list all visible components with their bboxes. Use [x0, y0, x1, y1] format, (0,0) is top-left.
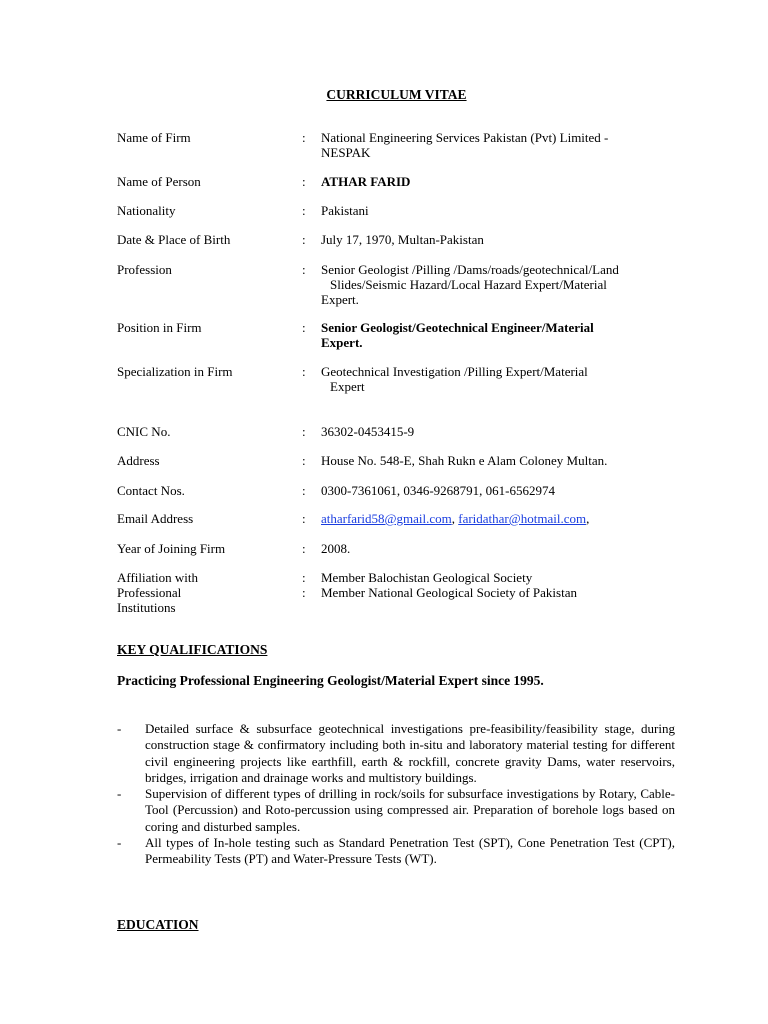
- profession-value-line2: Slides/Seismic Hazard/Local Hazard Expert/Material: [330, 277, 607, 292]
- birth-separator: :: [302, 232, 306, 247]
- bullet-dash: -: [117, 721, 122, 736]
- specialization-label: Specialization in Firm: [117, 364, 233, 379]
- profession-value: [321, 262, 681, 307]
- birth-label: Date & Place of Birth: [117, 232, 231, 247]
- position-value: [321, 320, 681, 350]
- address-label: Address: [117, 453, 160, 468]
- joining-label: Year of Joining Firm: [117, 541, 226, 556]
- specialization-separator: :: [302, 364, 306, 379]
- affiliation-separator-2: :: [302, 585, 306, 600]
- email-link-hotmail[interactable]: faridathar@hotmail.com: [458, 511, 587, 526]
- profession-value-line3: Expert.: [321, 292, 359, 307]
- email-link-gmail[interactable]: atharfarid58@gmail.com: [321, 511, 452, 526]
- contact-label: Contact Nos.: [117, 483, 185, 498]
- firm-separator: :: [302, 130, 306, 145]
- email-comma: ,: [451, 511, 459, 526]
- person-separator: :: [302, 174, 306, 189]
- bullet-dash: -: [117, 786, 122, 802]
- firm-label: Name of Firm: [117, 130, 191, 145]
- list-item-text: Supervision of different types of drilling in rock/soils for subsurface investigations by Rotary, Cable-Tool (Percussion) and Roto-percussion using compressed air. Preparation of borehole logs based on coring and disturbed samples.: [145, 786, 675, 834]
- nationality-separator: :: [302, 203, 306, 218]
- person-label: Name of Person: [117, 174, 201, 189]
- cnic-separator: :: [302, 424, 306, 439]
- education-heading: EDUCATION: [117, 917, 199, 932]
- email-value: [321, 511, 681, 526]
- person-value: ATHAR FARID: [321, 174, 411, 189]
- affiliation-label-line3: Institutions: [117, 600, 176, 615]
- cnic-value: 36302-0453415-9: [321, 424, 415, 439]
- bullet-dash: -: [117, 835, 122, 851]
- list-item: [117, 835, 675, 868]
- affiliation-label-line2: Professional: [117, 585, 182, 600]
- position-label: Position in Firm: [117, 320, 202, 335]
- specialization-value: [321, 364, 681, 394]
- specialization-value-line2: Expert: [330, 379, 365, 394]
- qualification-statement: Practicing Professional Engineering Geologist/Material Expert since 1995.: [117, 673, 544, 688]
- profession-label: Profession: [117, 262, 172, 277]
- list-item-text: All types of In-hole testing such as Standard Penetration Test (SPT), Cone Penetration Test (CPT), Permeability Tests (PT) and Water-Pressure Tests (WT).: [145, 835, 675, 867]
- position-value-line1: Senior Geologist/Geotechnical Engineer/Material: [321, 320, 594, 335]
- specialization-value-line1: Geotechnical Investigation /Pilling Expert/Material: [321, 364, 588, 379]
- affiliation-value-2: Member National Geological Society of Pakistan: [321, 585, 577, 600]
- list-item-text: Detailed surface & subsurface geotechnical investigations pre-feasibility/feasibility stage, during construction stage & confirmatory including both in-situ and laboratory material testing for different civil engineering projects like earthfill, earth & rockfill, concrete gravity Dams, water reservoirs, bridges, irrigation and drainage works and multistory buildings.: [145, 721, 675, 785]
- qualification-list: [117, 721, 675, 868]
- contact-separator: :: [302, 483, 306, 498]
- email-label: Email Address: [117, 511, 194, 526]
- affiliation-value-1: Member Balochistan Geological Society: [321, 570, 533, 585]
- address-value: House No. 548-E, Shah Rukn e Alam Coloney Multan.: [321, 453, 608, 468]
- list-item: [117, 721, 675, 786]
- firm-value-line2: NESPAK: [321, 145, 371, 160]
- affiliation-value: [321, 570, 681, 600]
- cnic-label: CNIC No.: [117, 424, 171, 439]
- email-trailing-comma: ,: [586, 511, 590, 526]
- affiliation-label-line1: Affiliation with: [117, 570, 199, 585]
- position-value-line2: Expert.: [321, 335, 363, 350]
- affiliation-separator-1: :: [302, 570, 306, 585]
- affiliation-separators: [302, 570, 306, 600]
- affiliation-label: [117, 570, 297, 615]
- birth-value: July 17, 1970, Multan-Pakistan: [321, 232, 484, 247]
- list-item: [117, 786, 675, 835]
- position-separator: :: [302, 320, 306, 335]
- firm-value: [321, 130, 681, 160]
- joining-separator: :: [302, 541, 306, 556]
- key-qualifications-heading: KEY QUALIFICATIONS: [117, 642, 268, 657]
- email-separator: :: [302, 511, 306, 526]
- document-title: CURRICULUM VITAE: [326, 87, 467, 102]
- contact-value: 0300-7361061, 0346-9268791, 061-6562974: [321, 483, 555, 498]
- profession-separator: :: [302, 262, 306, 277]
- profession-value-line1: Senior Geologist /Pilling /Dams/roads/geotechnical/Land: [321, 262, 619, 277]
- firm-value-line1: National Engineering Services Pakistan (Pvt) Limited -: [321, 130, 609, 145]
- address-separator: :: [302, 453, 306, 468]
- nationality-label: Nationality: [117, 203, 176, 218]
- nationality-value: Pakistani: [321, 203, 369, 218]
- joining-value: 2008.: [321, 541, 351, 556]
